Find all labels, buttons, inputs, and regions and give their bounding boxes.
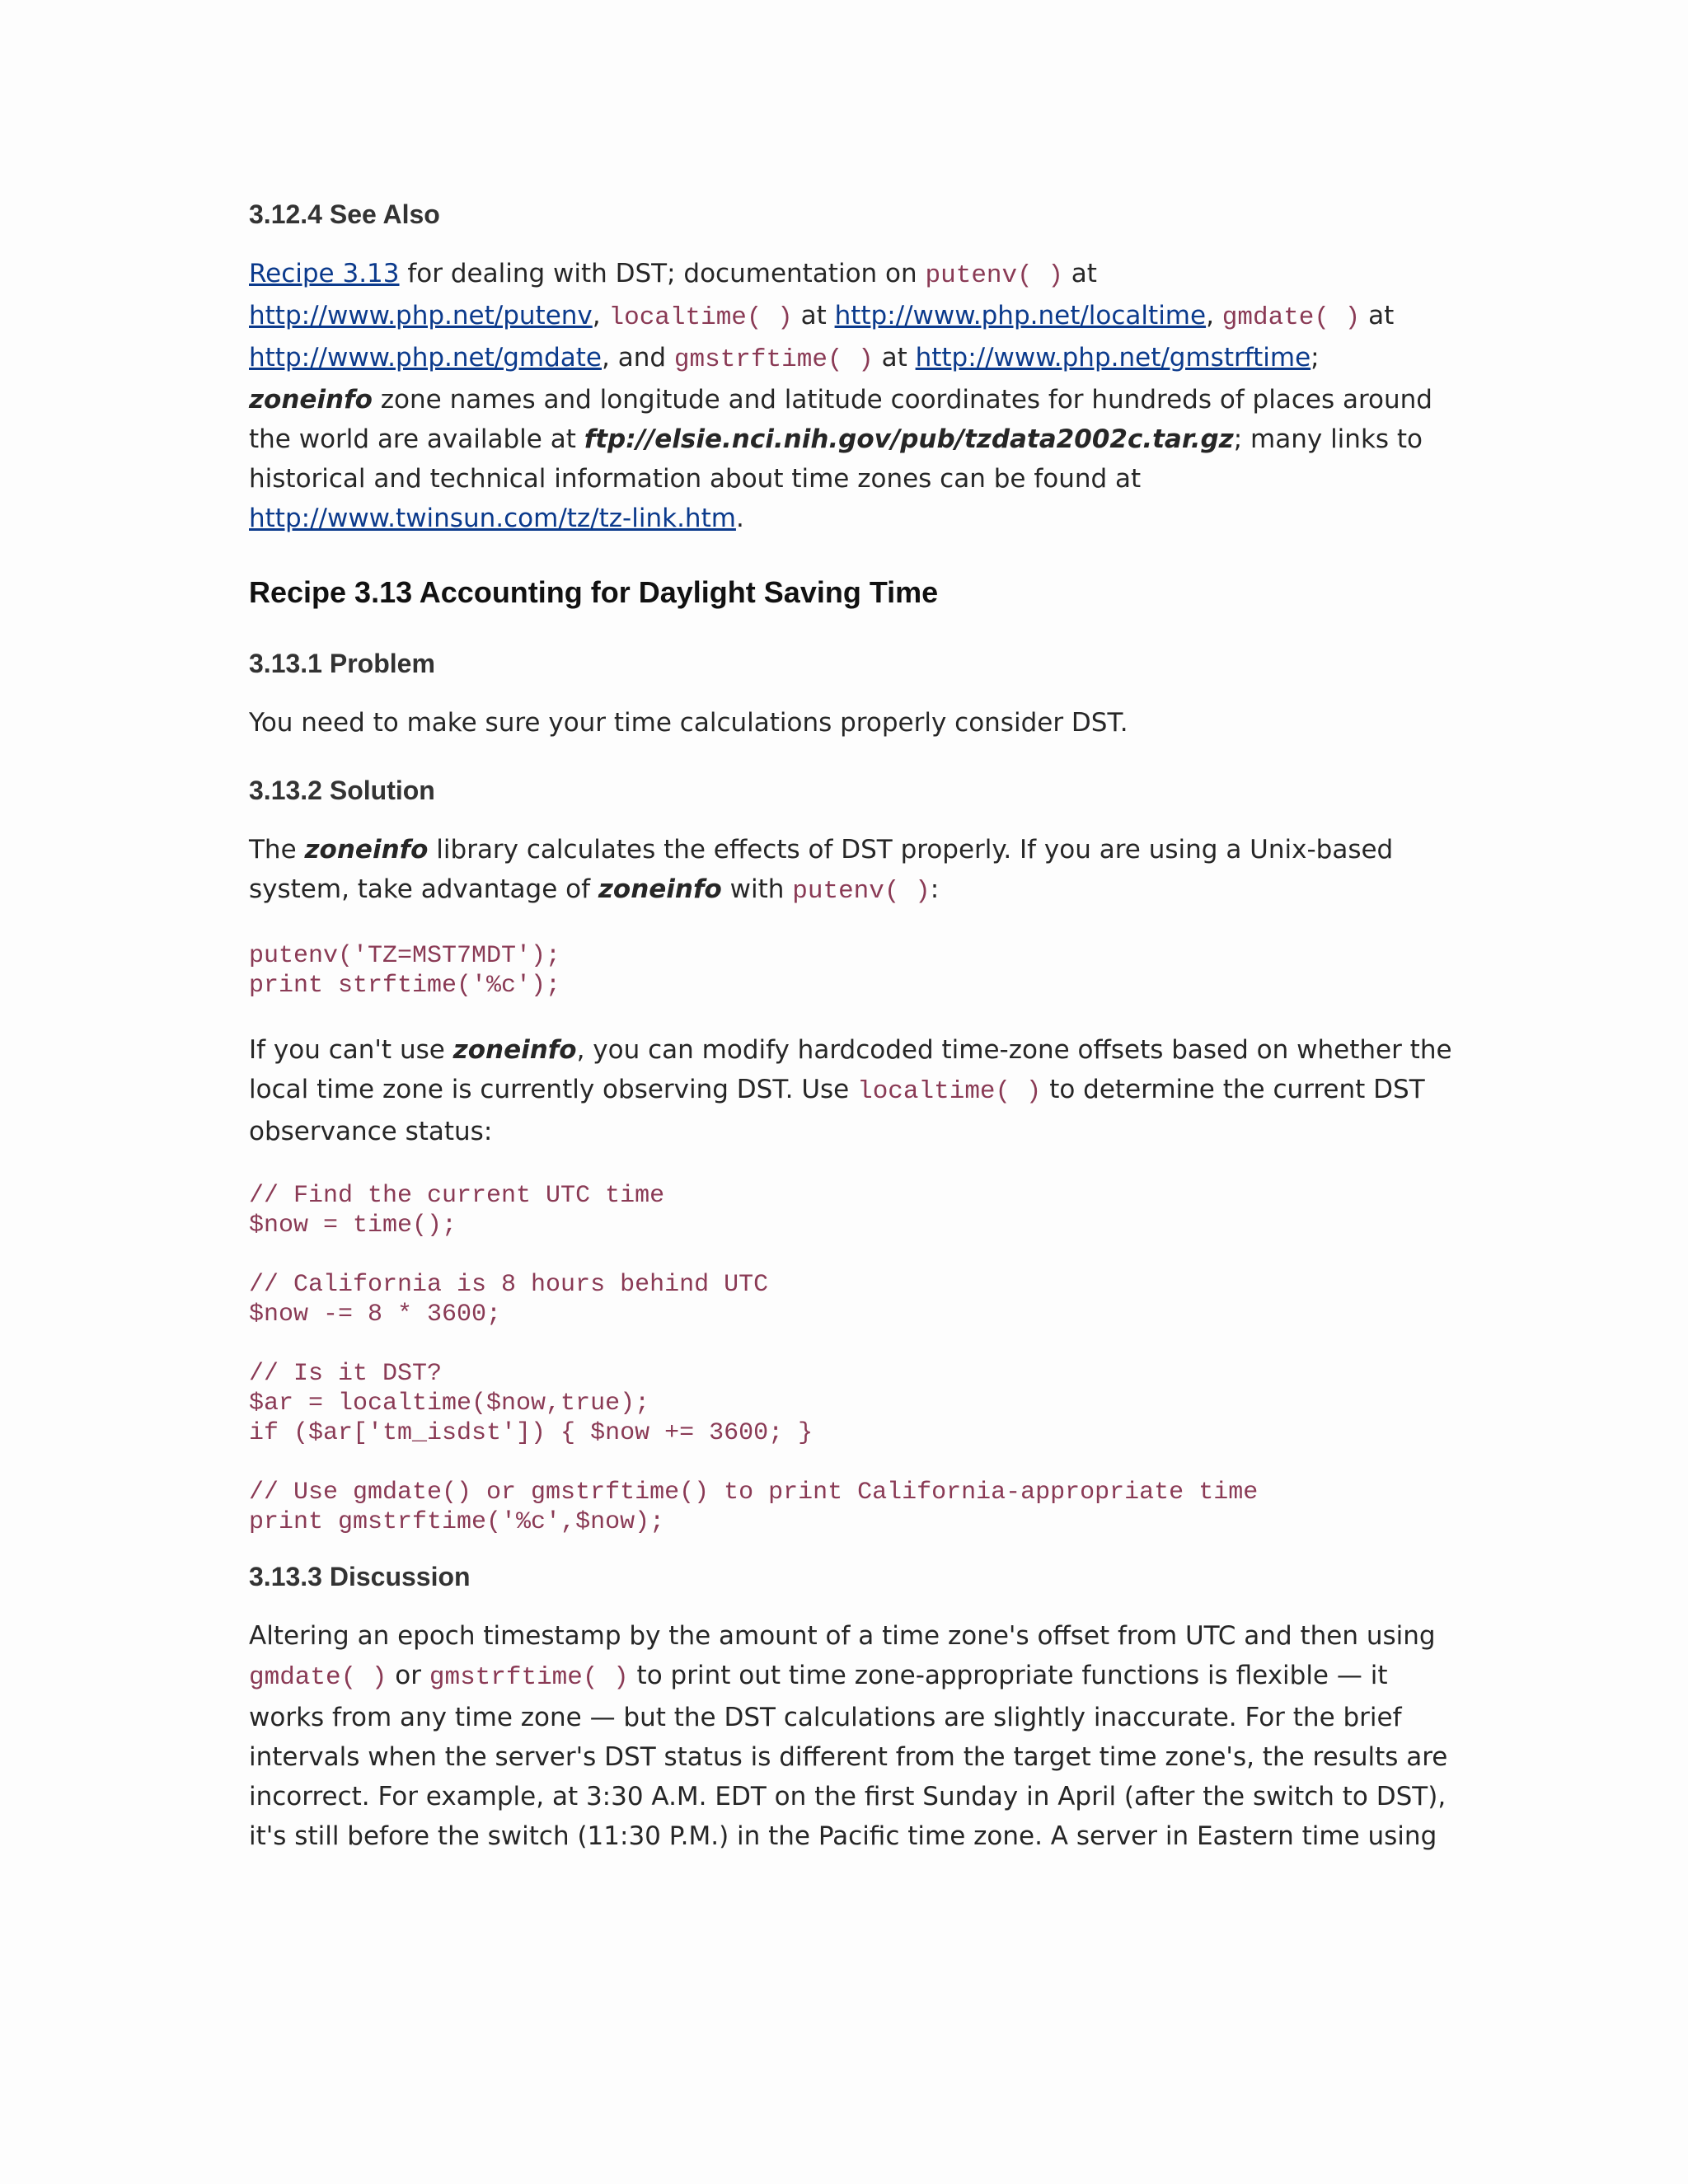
text-run: to print out time zone-appropriate functions is flexible — it works from any time zone — but the DST calculations are slightly inaccurate. For the brief intervals when the server's DST status is different from the target time zone's, the results are incorrect. For example, at 3:30 A.M. EDT on the first Sunday in April (after the switch to DST), it's still before the switch (11:30 P.M.) in the Pacific time zone. A server in Eastern time using: [249, 1661, 1448, 1851]
discussion-paragraph: [249, 1616, 1452, 1856]
gmstrftime-link[interactable]: http://www.php.net/gmstrftime: [915, 343, 1311, 373]
inline-code: localtime( ): [608, 303, 793, 332]
solution-paragraph-1: [249, 830, 1452, 912]
inline-code: putenv( ): [925, 261, 1063, 290]
emphasis-ftp-path: ftp://elsie.nci.nih.gov/pub/tzdata2002c.tar.gz: [584, 424, 1234, 454]
text-run: .: [735, 504, 744, 533]
gmdate-link[interactable]: http://www.php.net/gmdate: [249, 343, 602, 373]
section-heading-solution: 3.13.2 Solution: [249, 776, 435, 805]
text-run: , and: [602, 343, 674, 373]
code-block-dst: // Find the current UTC time $now = time(); // California is 8 hours behind UTC $now -= 8 * 3600; // Is it DST? $ar = localtime($now,true); if ($ar['tm_isdst']) { $now += 3600; } // Use gmdate() or gmstrftime() to print California-appropriate time print gmstrftime('%c',$now);: [249, 1182, 1259, 1536]
text-run: with: [721, 874, 793, 904]
see-also-paragraph: [249, 254, 1452, 538]
text-run: ;: [1311, 343, 1320, 373]
text-run: at: [1360, 301, 1395, 330]
text-run: to determine the current DST observance status:: [249, 1075, 1425, 1146]
problem-paragraph: You need to make sure your time calculations properly consider DST.: [249, 708, 1128, 738]
text-run: If you can't use: [249, 1035, 453, 1065]
text-run: at: [1062, 259, 1097, 288]
inline-code: gmdate( ): [249, 1663, 387, 1692]
recipe-link[interactable]: Recipe 3.13: [249, 259, 400, 288]
text-run: library calculates the effects of DST properly. If you are using a Unix-based system, take advantage of: [249, 835, 1394, 904]
inline-code: gmstrftime( ): [429, 1663, 629, 1692]
inline-code: putenv( ): [792, 877, 931, 906]
text-run: at: [873, 343, 916, 373]
section-heading-discussion: 3.13.3 Discussion: [249, 1562, 471, 1591]
emphasis-zoneinfo: zoneinfo: [249, 385, 373, 415]
text-run: ,: [1206, 301, 1222, 330]
text-run: for dealing with DST; documentation on: [399, 259, 926, 288]
solution-paragraph-2: [249, 1030, 1452, 1151]
text-run: , you can modify hardcoded time-zone offsets based on whether the local time zone is currently observing DST. Use: [249, 1035, 1452, 1104]
twinsun-link[interactable]: http://www.twinsun.com/tz/tz-link.htm: [249, 504, 736, 533]
text-run: or: [387, 1661, 429, 1690]
inline-code: gmstrftime( ): [673, 345, 874, 374]
text-run: zone names and longitude and latitude coordinates for hundreds of places around the world are available at: [249, 385, 1432, 454]
code-block-putenv: putenv('TZ=MST7MDT'); print strftime('%c');: [249, 942, 561, 1000]
section-heading-see-also: 3.12.4 See Also: [249, 199, 440, 229]
text-run: The: [249, 835, 305, 865]
text-run: :: [930, 874, 940, 904]
inline-code: gmdate( ): [1221, 303, 1361, 332]
recipe-title: Recipe 3.13 Accounting for Daylight Saving Time: [249, 575, 939, 609]
text-run: Altering an epoch timestamp by the amount of a time zone's offset from UTC and then using: [249, 1621, 1436, 1651]
text-run: ,: [592, 301, 609, 330]
text-run: at: [792, 301, 835, 330]
inline-code: localtime( ): [857, 1077, 1042, 1106]
section-heading-problem: 3.13.1 Problem: [249, 649, 435, 678]
text-run: ; many links to historical and technical information about time zones can be found at: [249, 424, 1423, 494]
putenv-link[interactable]: http://www.php.net/putenv: [249, 301, 593, 330]
document-page: [249, 198, 1452, 1856]
emphasis-zoneinfo: zoneinfo: [598, 874, 722, 904]
emphasis-zoneinfo: zoneinfo: [304, 835, 429, 865]
localtime-link[interactable]: http://www.php.net/localtime: [834, 301, 1207, 330]
emphasis-zoneinfo: zoneinfo: [452, 1035, 577, 1065]
